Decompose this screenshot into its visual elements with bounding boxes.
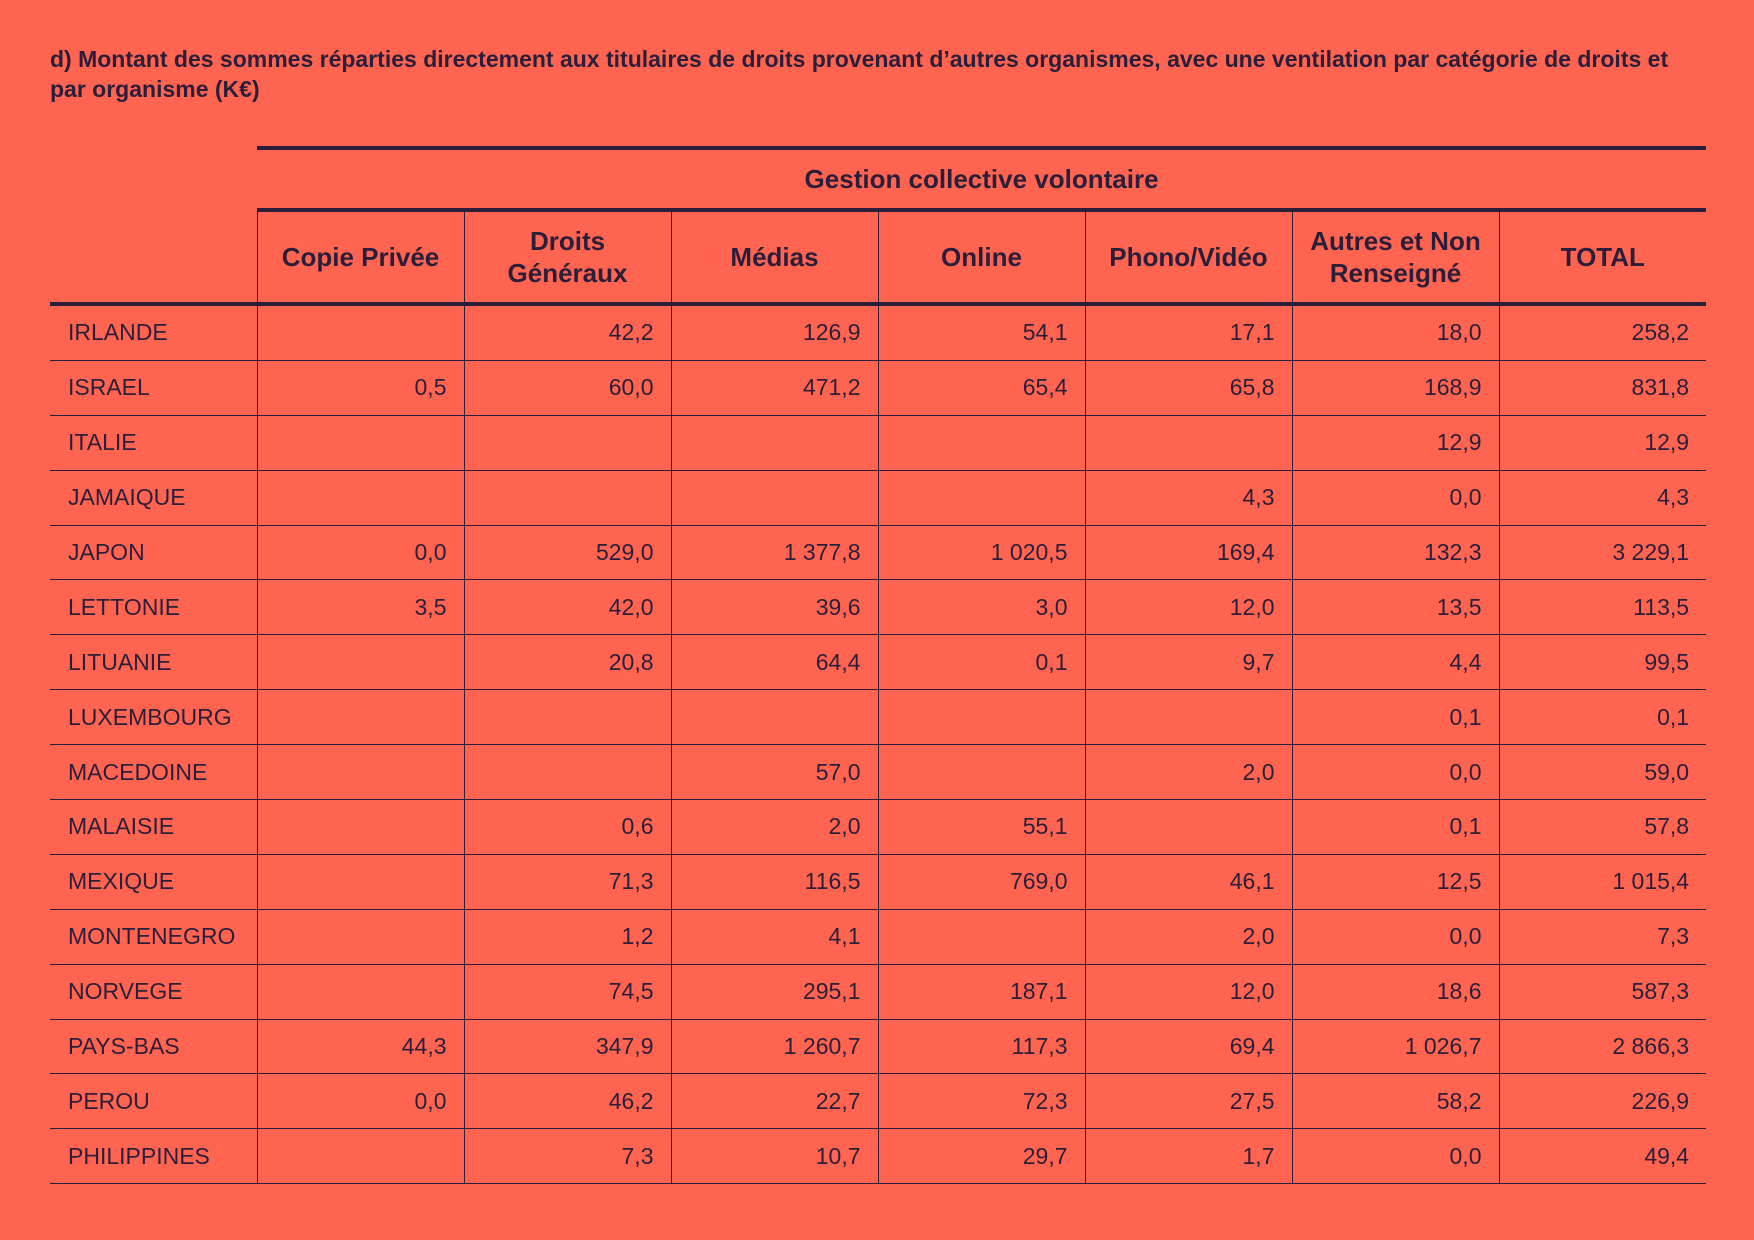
value-cell-autres-non-renseigne: 0,0 — [1292, 745, 1499, 800]
value-cell-autres-non-renseigne: 13,5 — [1292, 580, 1499, 635]
value-cell-phono-video: 65,8 — [1085, 360, 1292, 415]
value-cell-total: 12,9 — [1499, 415, 1706, 470]
value-cell-autres-non-renseigne: 0,0 — [1292, 470, 1499, 525]
value-cell-phono-video: 2,0 — [1085, 745, 1292, 800]
value-cell-online — [878, 745, 1085, 800]
value-cell-droits-generaux: 20,8 — [464, 635, 671, 690]
value-cell-autres-non-renseigne: 0,1 — [1292, 800, 1499, 855]
table-body — [50, 304, 1706, 1184]
column-header-line1: Phono/Vidéo — [1109, 242, 1268, 272]
table-row — [50, 964, 1706, 1019]
value-cell-droits-generaux — [464, 690, 671, 745]
value-cell-phono-video: 9,7 — [1085, 635, 1292, 690]
value-cell-phono-video — [1085, 800, 1292, 855]
empty-corner-cell — [50, 148, 257, 210]
value-cell-phono-video: 1,7 — [1085, 1129, 1292, 1184]
value-cell-medias: 64,4 — [671, 635, 878, 690]
value-cell-online: 187,1 — [878, 964, 1085, 1019]
value-cell-phono-video: 17,1 — [1085, 304, 1292, 360]
value-cell-online: 54,1 — [878, 304, 1085, 360]
value-cell-online: 72,3 — [878, 1074, 1085, 1129]
group-header: Gestion collective volontaire — [257, 148, 1706, 210]
distribution-table — [50, 146, 1706, 1184]
value-cell-copie-privee — [257, 304, 464, 360]
value-cell-droits-generaux: 71,3 — [464, 854, 671, 909]
value-cell-droits-generaux: 46,2 — [464, 1074, 671, 1129]
country-cell: PHILIPPINES — [50, 1129, 257, 1184]
value-cell-copie-privee — [257, 964, 464, 1019]
table-row — [50, 1019, 1706, 1074]
table-row — [50, 909, 1706, 964]
value-cell-autres-non-renseigne: 18,0 — [1292, 304, 1499, 360]
table-row — [50, 415, 1706, 470]
country-cell: LUXEMBOURG — [50, 690, 257, 745]
country-cell: MONTENEGRO — [50, 909, 257, 964]
column-header-total — [1499, 210, 1706, 304]
column-header-line1: Online — [941, 242, 1022, 272]
country-cell: JAPON — [50, 525, 257, 580]
value-cell-phono-video: 4,3 — [1085, 470, 1292, 525]
value-cell-online: 3,0 — [878, 580, 1085, 635]
column-header-autres-non-renseigne — [1292, 210, 1499, 304]
value-cell-phono-video: 46,1 — [1085, 854, 1292, 909]
value-cell-phono-video: 2,0 — [1085, 909, 1292, 964]
value-cell-autres-non-renseigne: 58,2 — [1292, 1074, 1499, 1129]
value-cell-phono-video: 12,0 — [1085, 964, 1292, 1019]
value-cell-total: 99,5 — [1499, 635, 1706, 690]
column-header-line1: TOTAL — [1560, 242, 1645, 272]
value-cell-droits-generaux: 42,0 — [464, 580, 671, 635]
value-cell-copie-privee — [257, 690, 464, 745]
value-cell-online — [878, 909, 1085, 964]
value-cell-droits-generaux: 42,2 — [464, 304, 671, 360]
value-cell-copie-privee — [257, 415, 464, 470]
value-cell-online: 29,7 — [878, 1129, 1085, 1184]
value-cell-copie-privee: 0,5 — [257, 360, 464, 415]
group-header-row — [50, 148, 1706, 210]
column-header-line2: Renseigné — [1329, 258, 1462, 288]
value-cell-phono-video: 12,0 — [1085, 580, 1292, 635]
value-cell-medias: 471,2 — [671, 360, 878, 415]
value-cell-online: 55,1 — [878, 800, 1085, 855]
country-cell: MACEDOINE — [50, 745, 257, 800]
value-cell-total: 49,4 — [1499, 1129, 1706, 1184]
value-cell-online: 65,4 — [878, 360, 1085, 415]
value-cell-medias: 126,9 — [671, 304, 878, 360]
value-cell-droits-generaux — [464, 415, 671, 470]
value-cell-medias: 1 377,8 — [671, 525, 878, 580]
value-cell-copie-privee — [257, 1129, 464, 1184]
value-cell-droits-generaux: 74,5 — [464, 964, 671, 1019]
column-header-phono-video — [1085, 210, 1292, 304]
country-column-header — [50, 210, 257, 304]
value-cell-copie-privee: 0,0 — [257, 525, 464, 580]
value-cell-medias: 57,0 — [671, 745, 878, 800]
value-cell-autres-non-renseigne: 18,6 — [1292, 964, 1499, 1019]
table-row — [50, 1129, 1706, 1184]
value-cell-medias: 10,7 — [671, 1129, 878, 1184]
value-cell-autres-non-renseigne: 168,9 — [1292, 360, 1499, 415]
value-cell-autres-non-renseigne: 0,0 — [1292, 909, 1499, 964]
value-cell-total: 4,3 — [1499, 470, 1706, 525]
column-header-online — [878, 210, 1085, 304]
column-header-line1: Copie Privée — [281, 242, 440, 272]
value-cell-total: 226,9 — [1499, 1074, 1706, 1129]
value-cell-phono-video: 169,4 — [1085, 525, 1292, 580]
column-header-medias — [671, 210, 878, 304]
value-cell-online: 769,0 — [878, 854, 1085, 909]
value-cell-medias — [671, 470, 878, 525]
column-header-line2: Généraux — [507, 258, 628, 288]
value-cell-online: 117,3 — [878, 1019, 1085, 1074]
value-cell-copie-privee — [257, 635, 464, 690]
value-cell-medias — [671, 415, 878, 470]
table-row — [50, 525, 1706, 580]
country-cell: LETTONIE — [50, 580, 257, 635]
value-cell-copie-privee: 0,0 — [257, 1074, 464, 1129]
value-cell-medias: 4,1 — [671, 909, 878, 964]
value-cell-medias — [671, 690, 878, 745]
value-cell-medias: 39,6 — [671, 580, 878, 635]
value-cell-autres-non-renseigne: 0,1 — [1292, 690, 1499, 745]
column-header-line1: Droits — [529, 226, 606, 256]
value-cell-total: 258,2 — [1499, 304, 1706, 360]
country-cell: MEXIQUE — [50, 854, 257, 909]
page-title: d) Montant des sommes réparties directement aux titulaires de droits provenant d’autres organismes, avec une ventilation par catégorie de droits et par organisme (K€) — [50, 46, 1669, 102]
value-cell-copie-privee — [257, 854, 464, 909]
value-cell-autres-non-renseigne: 12,5 — [1292, 854, 1499, 909]
value-cell-phono-video — [1085, 690, 1292, 745]
value-cell-droits-generaux: 60,0 — [464, 360, 671, 415]
value-cell-droits-generaux — [464, 470, 671, 525]
column-header-line1: Autres et Non — [1310, 226, 1481, 256]
value-cell-total: 2 866,3 — [1499, 1019, 1706, 1074]
value-cell-medias: 116,5 — [671, 854, 878, 909]
value-cell-autres-non-renseigne: 1 026,7 — [1292, 1019, 1499, 1074]
table-row — [50, 360, 1706, 415]
value-cell-copie-privee — [257, 745, 464, 800]
value-cell-total: 57,8 — [1499, 800, 1706, 855]
value-cell-total: 3 229,1 — [1499, 525, 1706, 580]
table-row — [50, 635, 1706, 690]
country-cell: JAMAIQUE — [50, 470, 257, 525]
column-header-droits-generaux — [464, 210, 671, 304]
value-cell-medias: 22,7 — [671, 1074, 878, 1129]
value-cell-total: 0,1 — [1499, 690, 1706, 745]
value-cell-medias: 2,0 — [671, 800, 878, 855]
value-cell-copie-privee — [257, 909, 464, 964]
table-row — [50, 800, 1706, 855]
column-header-row — [50, 210, 1706, 304]
value-cell-copie-privee — [257, 800, 464, 855]
country-cell: NORVEGE — [50, 964, 257, 1019]
value-cell-droits-generaux: 529,0 — [464, 525, 671, 580]
table-row — [50, 470, 1706, 525]
value-cell-droits-generaux: 7,3 — [464, 1129, 671, 1184]
value-cell-total: 587,3 — [1499, 964, 1706, 1019]
column-header-line1: Médias — [730, 242, 819, 272]
value-cell-autres-non-renseigne: 0,0 — [1292, 1129, 1499, 1184]
value-cell-online — [878, 470, 1085, 525]
value-cell-autres-non-renseigne: 12,9 — [1292, 415, 1499, 470]
country-cell: IRLANDE — [50, 304, 257, 360]
table-row — [50, 304, 1706, 360]
value-cell-online: 0,1 — [878, 635, 1085, 690]
value-cell-total: 7,3 — [1499, 909, 1706, 964]
column-header-copie-privee — [257, 210, 464, 304]
country-cell: MALAISIE — [50, 800, 257, 855]
country-cell: PEROU — [50, 1074, 257, 1129]
table-row — [50, 1074, 1706, 1129]
value-cell-phono-video: 69,4 — [1085, 1019, 1292, 1074]
value-cell-total: 831,8 — [1499, 360, 1706, 415]
table-row — [50, 690, 1706, 745]
value-cell-medias: 295,1 — [671, 964, 878, 1019]
country-cell: ITALIE — [50, 415, 257, 470]
value-cell-autres-non-renseigne: 4,4 — [1292, 635, 1499, 690]
value-cell-online — [878, 415, 1085, 470]
table-row — [50, 854, 1706, 909]
value-cell-droits-generaux: 0,6 — [464, 800, 671, 855]
value-cell-phono-video: 27,5 — [1085, 1074, 1292, 1129]
value-cell-total: 59,0 — [1499, 745, 1706, 800]
value-cell-online — [878, 690, 1085, 745]
value-cell-phono-video — [1085, 415, 1292, 470]
value-cell-droits-generaux: 1,2 — [464, 909, 671, 964]
value-cell-total: 1 015,4 — [1499, 854, 1706, 909]
value-cell-copie-privee — [257, 470, 464, 525]
table-row — [50, 745, 1706, 800]
country-cell: LITUANIE — [50, 635, 257, 690]
value-cell-medias: 1 260,7 — [671, 1019, 878, 1074]
value-cell-copie-privee: 44,3 — [257, 1019, 464, 1074]
value-cell-total: 113,5 — [1499, 580, 1706, 635]
country-cell: ISRAEL — [50, 360, 257, 415]
value-cell-droits-generaux — [464, 745, 671, 800]
value-cell-autres-non-renseigne: 132,3 — [1292, 525, 1499, 580]
value-cell-copie-privee: 3,5 — [257, 580, 464, 635]
value-cell-droits-generaux: 347,9 — [464, 1019, 671, 1074]
table-row — [50, 580, 1706, 635]
country-cell: PAYS-BAS — [50, 1019, 257, 1074]
value-cell-online: 1 020,5 — [878, 525, 1085, 580]
